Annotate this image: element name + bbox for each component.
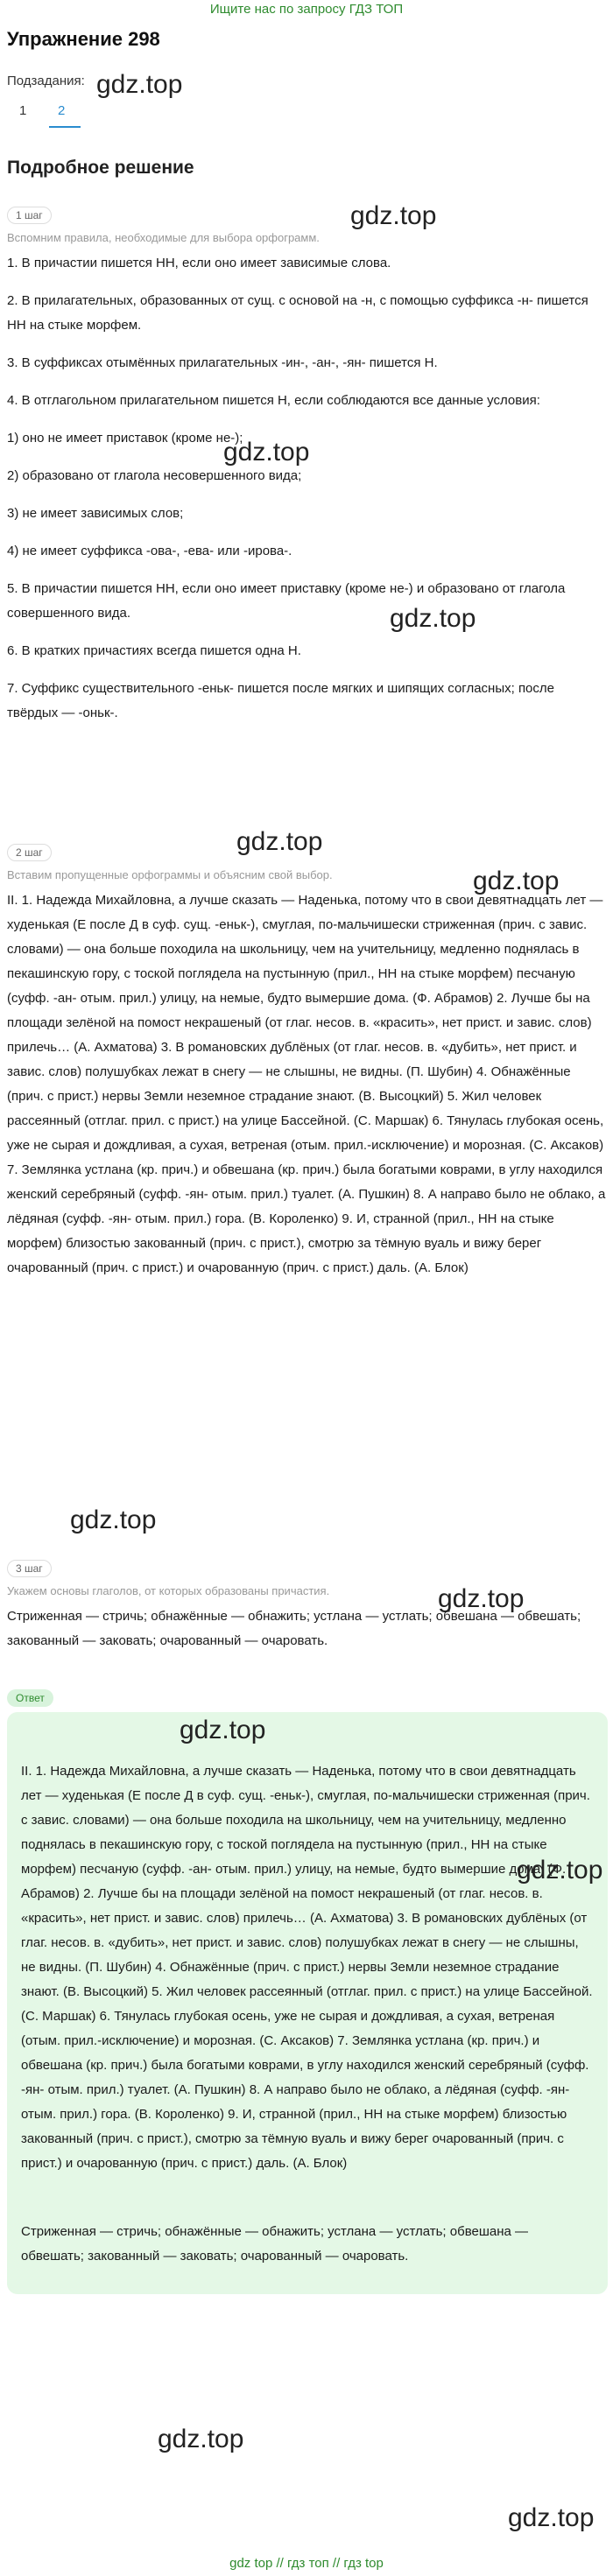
- rule-paragraph: 1) оно не имеет приставок (кроме не-);: [7, 431, 243, 446]
- footer-links[interactable]: gdz top // гдз топ // гдз top: [229, 2556, 384, 2571]
- watermark: gdz.top: [517, 1856, 603, 1885]
- rule-paragraph: 3) не имеет зависимых слов;: [7, 506, 184, 521]
- exercise-title: Упражнение 298: [7, 28, 160, 50]
- step-hint: Укажем основы глаголов, от которых образованы причастия.: [7, 1584, 330, 1597]
- rule-paragraph: 6. В кратких причастиях всегда пишется одна Н.: [7, 643, 301, 658]
- watermark: gdz.top: [438, 1584, 525, 1613]
- active-tab-indicator: [49, 126, 81, 128]
- answer-section: [7, 1689, 608, 2538]
- watermark: gdz.top: [96, 70, 183, 99]
- subtasks-label: Подзадания:: [7, 74, 85, 88]
- watermark: gdz.top: [180, 1716, 266, 1744]
- rule-paragraph: 4) не имеет суффикса -ова-, -ева- или -ирова-.: [7, 544, 292, 558]
- step-2: [7, 844, 606, 1294]
- answer-badge: Ответ: [7, 1689, 53, 1707]
- watermark: gdz.top: [390, 604, 476, 633]
- watermark: gdz.top: [223, 438, 310, 467]
- rule-paragraph: 5. В причастии пишется НН, если оно имеет приставку (кроме не-) и образовано от глагола совершенного вида.: [7, 581, 566, 621]
- answer-box: [7, 1712, 608, 2294]
- solution-title: Подробное решение: [7, 158, 194, 178]
- step-hint: Вспомним правила, необходимые для выбора орфограмм.: [7, 231, 320, 244]
- watermark: gdz.top: [70, 1506, 157, 1534]
- answer-stems: Стриженная — стричь; обнажённые — обнажить; устлана — устлать; обвешана — обвешать; закованный — заковать; очарованный — очаровать.: [21, 2224, 529, 2264]
- rule-paragraph: 3. В суффиксах отымённых прилагательных -ин-, -ан-, -ян- пишется Н.: [7, 355, 438, 370]
- subtask-tabs: [7, 100, 112, 128]
- subtask-tab-2[interactable]: 2: [58, 103, 66, 118]
- rule-paragraph: 7. Суффикс существительного -еньк- пишется после мягких и шипящих согласных; после твёрдых — -оньк-.: [7, 681, 554, 720]
- step-text: [7, 251, 606, 726]
- rule-paragraph: 4. В отглагольном прилагательном пишется Н, если соблюдаются все данные условия:: [7, 393, 540, 408]
- watermark: gdz.top: [158, 2425, 244, 2453]
- watermark: gdz.top: [350, 201, 437, 230]
- watermark: gdz.top: [236, 827, 323, 856]
- watermark: gdz.top: [508, 2503, 595, 2532]
- top-banner[interactable]: Ищите нас по запросу ГДЗ ТОП: [209, 2, 404, 17]
- step-text: [7, 888, 606, 1281]
- step-badge: 1 шаг: [7, 207, 52, 224]
- watermark: gdz.top: [473, 867, 560, 895]
- step-badge: 3 шаг: [7, 1560, 52, 1577]
- rule-paragraph: 2. В прилагательных, образованных от сущ. с основой на -н, с помощью суффикса -н- пишется НН на стыке морфем.: [7, 293, 588, 333]
- step-1: [7, 207, 606, 739]
- rule-paragraph: 2) образовано от глагола несовершенного вида;: [7, 468, 302, 483]
- verb-stems: Стриженная — стричь; обнажённые — обнажить; устлана — устлать; обвешана — обвешать; закованный — заковать; очарованный — очаровать.: [7, 1609, 581, 1648]
- rule-paragraph: 1. В причастии пишется НН, если оно имеет зависимые слова.: [7, 256, 391, 270]
- exercise-text: II. 1. Надежда Михайловна, а лучше сказать — Наденька, потому что в свои девятнадцать лет — худенькая (Е после Д в суф. сущ. -еньк-), смуглая, по-мальчишески стриженная (прич. с завис. словами) — она больше походила на школьницу, чем на учительницу, медленно поднялась в пекашинскую гору, с тоской поглядела на пустынную (прил., НН на стыке морфем) песчаную (суфф. -ан- отым. прил.) улицу, на немые, будто вымершие дома. (Ф. Абрамов) 2. Лучше бы на площади зелёной на помост некрашеный (от глаг. несов. в. «красить», нет прист. и завис. слов) прилечь… (А. Ахматова) 3. В романовских дублёных (от глаг. несов. в. «дубить», нет прист. и завис. слов) полушубках лежат в снегу — не слышны, не видны. (П. Шубин) 4. Обнажённые (прич. с прист.) нервы Земли неземное страдание знают. (В. Высоцкий) 5. Жил человек рассеянный (отглаг. прил. с прист.) на улице Бассейной. (С. Маршак) 6. Тянулась глубокая осень, уже не сырая и дождливая, а сухая, ветреная (отым. прил.-исключение) и морозная. (С. Аксаков) 7. Землянка устлана (кр. прич.) и обвешана (кр. прич.) была богатыми коврами, в углу находился женский серебряный (суфф. -ян- отым. прил.) туалет. (А. Пушкин) 8. А направо было не облако, а лёдяная (суфф. -ян- отым. прил.) гора. (В. Короленко) 9. И, странной (прил., НН на стыке морфем) близостью закованный (прич. с прист.), смотрю за тёмную вуаль и вижу берег очарованный (прич. с прист.) и очарованную (прич. с прист.) даль. (А. Блок): [7, 893, 606, 1275]
- step-badge: 2 шаг: [7, 844, 52, 861]
- answer-text: II. 1. Надежда Михайловна, а лучше сказать — Наденька, потому что в свои девятнадцать лет — худенькая (Е после Д в суф. сущ. -еньк-), смуглая, по-мальчишески стриженная (прич. с завис. словами) — она больше походила на школьницу, чем на учительницу, медленно поднялась в пекашинскую гору, с тоской поглядела на пустынную (прил., НН на стыке морфем) песчаную (суфф. -ан- отым. прил.) улицу, на немые, будто вымершие дома. (Ф. Абрамов) 2. Лучше бы на площади зелёной на помост некрашеный (от глаг. несов. в. «красить», нет прист. и завис. слов) прилечь… (А. Ахматова) 3. В романовских дублёных (от глаг. несов. в. «дубить», нет прист. и завис. слов) полушубках лежат в снегу — не слышны, не видны. (П. Шубин) 4. Обнажённые (прич. с прист.) нервы Земли неземное страдание знают. (В. Высоцкий) 5. Жил человек рассеянный (отглаг. прил. с прист.) на улице Бассейной. (С. Маршак) 6. Тянулась глубокая осень, уже не сырая и дождливая, а сухая, ветреная (отым. прил.-исключение) и морозная. (С. Аксаков) 7. Землянка устлана (кр. прич.) и обвешана (кр. прич.) была богатыми коврами, в углу находился женский серебряный (суфф. -ян- отым. прил.) туалет. (А. Пушкин) 8. А направо было не облако, а лёдяная (суфф. -ян- отым. прил.) гора. (В. Короленко) 9. И, странной (прил., НН на стыке морфем) близостью закованный (прич. с прист.), смотрю за тёмную вуаль и вижу берег очарованный (прич. с прист.) и очарованную (прич. с прист.) даль. (А. Блок): [21, 1764, 593, 2171]
- step-hint: Вставим пропущенные орфограммы и объясним свой выбор.: [7, 868, 333, 881]
- subtask-tab-1[interactable]: 1: [19, 103, 27, 118]
